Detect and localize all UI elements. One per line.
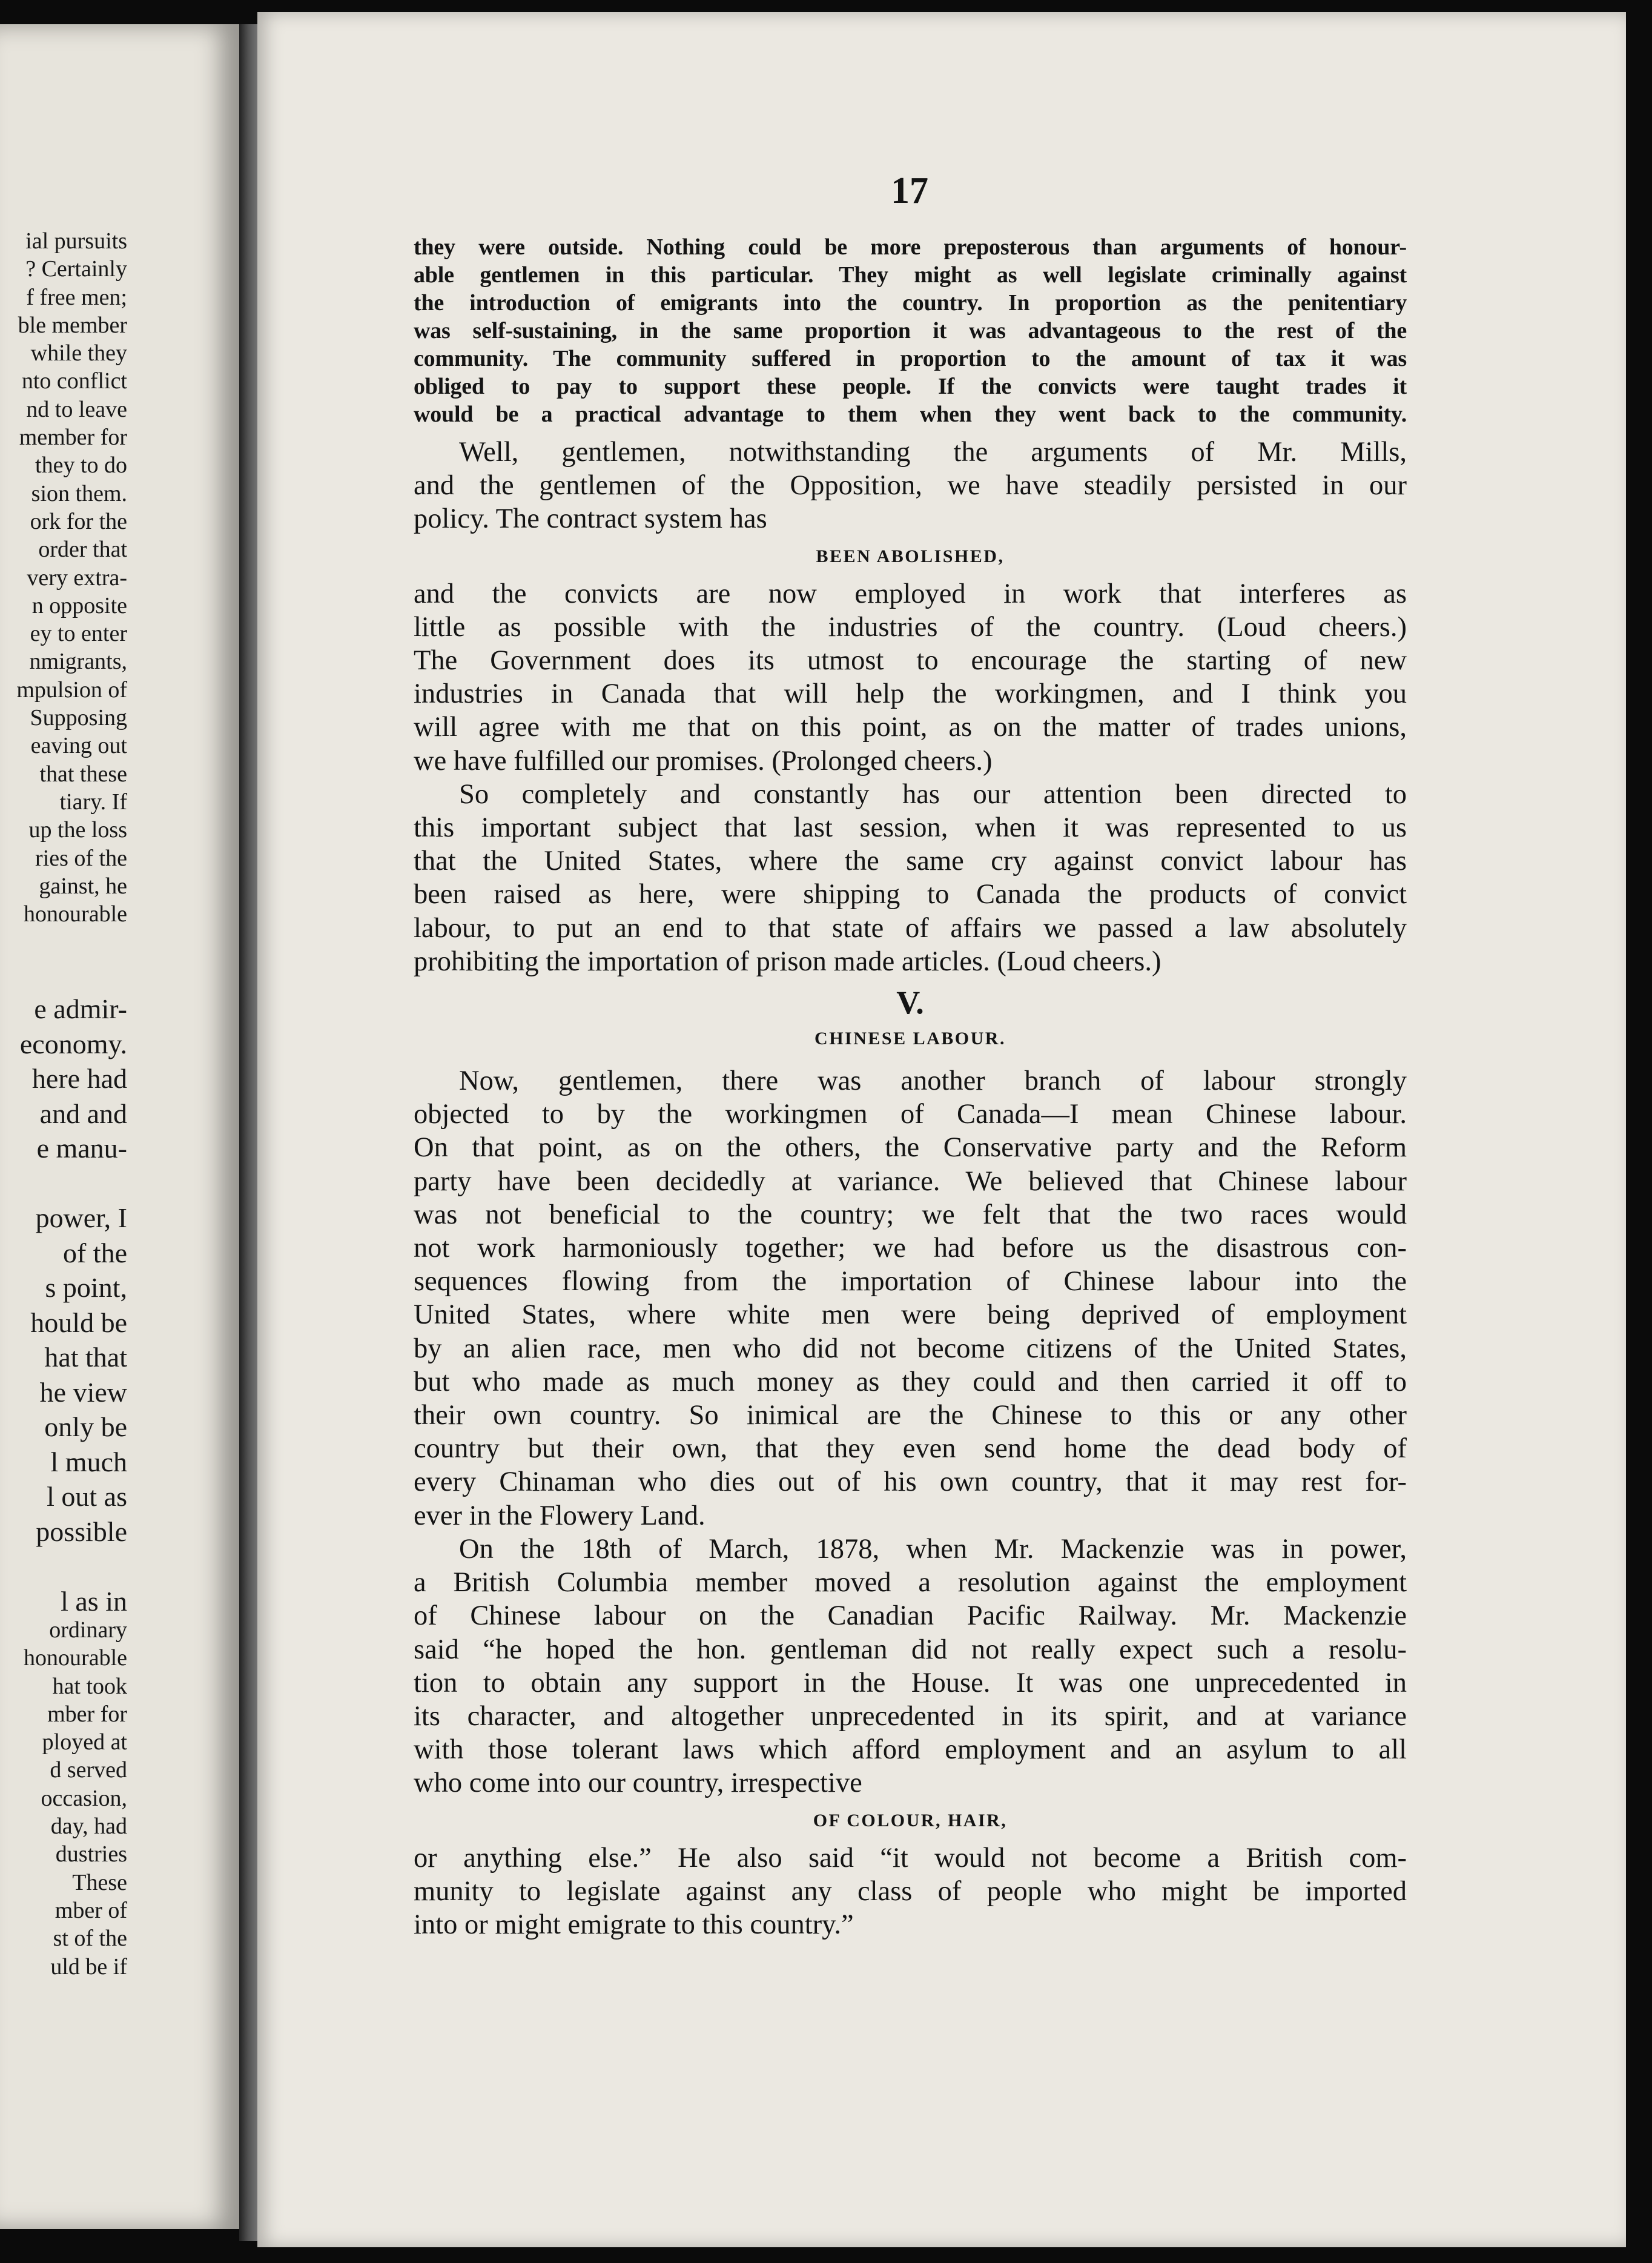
text-line: its character, and altogether unprecedented in its spirit, and at variance [414, 1700, 1407, 1732]
text-line: possible [36, 1516, 127, 1547]
text-line: that the United States, where the same cry against convict labour has [414, 846, 1407, 877]
text-line: party have been decidedly at variance. We believed that Chinese labour [414, 1165, 1407, 1197]
text-line: this important subject that last session, when it was represented to us [414, 812, 1407, 844]
text-line: honourable [24, 1645, 127, 1671]
main-text-column [414, 233, 1407, 1941]
text-line: l out as [47, 1481, 127, 1512]
text-line: hould be [30, 1307, 127, 1338]
text-line: or anything else.” He also said “it would not become a British com- [414, 1842, 1407, 1874]
paragraph-prison-made-articles [414, 778, 1407, 978]
text-line: he view [39, 1376, 127, 1408]
text-line: country but their own, that they even send home the dead body of [414, 1433, 1407, 1465]
text-line: So completely and constantly has our attention been directed to [459, 778, 1407, 810]
paragraph-mackenzie-1878 [414, 1532, 1407, 1800]
left-page-middle-text [20, 992, 127, 1619]
text-line [20, 1549, 127, 1584]
text-line: was not beneficial to the country; we felt that the two races would [414, 1199, 1407, 1230]
section-numeral: V. [896, 984, 924, 1021]
text-line: ployed at [42, 1729, 127, 1755]
text-line: here had [31, 1063, 127, 1094]
text-line: tiary. If [59, 789, 127, 815]
text-line: hat that [44, 1342, 127, 1373]
text-line: able gentlemen in this particular. They might as well legislate criminally against [414, 262, 1407, 288]
text-line: uld be if [50, 1953, 127, 1980]
text-line: ial pursuits [25, 228, 127, 254]
text-line: industries in Canada that will help the workingmen, and I think you [414, 678, 1407, 710]
text-line: labour, to put an end to that state of affairs we passed a law absolutely [414, 912, 1407, 944]
text-line: said “he hoped the hon. gentleman did not really expect such a resolu- [414, 1634, 1407, 1665]
text-line: nmigrants, [29, 649, 127, 675]
text-line: by an alien race, men who did not become citizens of the United States, [414, 1333, 1407, 1364]
text-line: eaving out [30, 733, 127, 759]
text-line: who come into our country, irrespective [414, 1768, 862, 1799]
left-facing-page [0, 24, 239, 2229]
text-line: mber for [47, 1701, 127, 1727]
text-line: they to do [35, 452, 127, 479]
text-line: Now, gentlemen, there was another branch of labour strongly [459, 1065, 1407, 1097]
text-line: they were outside. Nothing could be more preposterous than arguments of honour- [414, 234, 1407, 260]
text-line: n opposite [31, 592, 127, 618]
text-line: tion to obtain any support in the House. It was one unprecedented in [414, 1667, 1407, 1698]
text-line: nto conflict [21, 368, 127, 394]
text-line: United States, where white men were being deprived of employment [414, 1299, 1407, 1331]
text-line [20, 1166, 127, 1201]
text-line: sequences flowing from the importation of Chinese labour into the [414, 1266, 1407, 1297]
text-line: f free men; [26, 284, 127, 310]
text-line: Well, gentlemen, notwithstanding the arguments of Mr. Mills, [459, 437, 1407, 468]
text-line: every Chinaman who dies out of his own country, that it may rest for- [414, 1466, 1407, 1498]
text-line: obliged to pay to support these people. If the convicts were taught trades it [414, 374, 1407, 399]
text-line: little as possible with the industries of the country. (Loud cheers.) [414, 611, 1407, 643]
text-line: gainst, he [39, 873, 127, 899]
text-line: ever in the Flowery Land. [414, 1500, 705, 1531]
subheading-been-abolished: BEEN ABOLISHED, [816, 546, 1005, 566]
text-line: ble member [18, 312, 127, 338]
text-line: member for [19, 425, 127, 451]
text-line: honourable [24, 901, 127, 927]
text-line: into or might emigrate to this country.” [414, 1909, 854, 1940]
text-line: but who made as much money as they could and then carried it off to [414, 1366, 1407, 1397]
text-line: prohibiting the importation of prison made articles. (Loud cheers.) [414, 946, 1161, 977]
text-line: and the gentlemen of the Opposition, we have steadily persisted in our [414, 470, 1407, 502]
text-line: and the convicts are now employed in work that interferes as [414, 578, 1407, 609]
text-line: power, I [35, 1202, 127, 1233]
text-line: not work harmoniously together; we had before us the disastrous con- [414, 1233, 1407, 1264]
page-number: 17 [891, 170, 928, 211]
text-line: order that [38, 537, 127, 563]
text-line: The Government does its utmost to encourage the starting of new [414, 645, 1407, 677]
text-line: d served [50, 1757, 127, 1783]
text-line: occasion, [41, 1785, 127, 1811]
text-line: a British Columbia member moved a resolution against the employment [414, 1567, 1407, 1599]
paragraph-british-community [414, 1841, 1407, 1942]
text-line: sion them. [31, 480, 127, 506]
text-line: These [72, 1869, 127, 1895]
text-line: with those tolerant laws which afford employment and an asylum to all [414, 1734, 1407, 1766]
text-line: mpulsion of [16, 677, 127, 703]
text-line: community. The community suffered in proportion to the amount of tax it was [414, 346, 1407, 371]
left-page-upper-text [16, 227, 127, 928]
text-line: only be [44, 1411, 127, 1442]
paragraph-opposition [414, 436, 1407, 536]
text-line: ork for the [30, 508, 127, 534]
subheading-of-colour-hair: OF COLOUR, HAIR, [813, 1810, 1008, 1831]
text-line: the introduction of emigrants into the country. In proportion as the penitentiary [414, 290, 1407, 316]
text-line: policy. The contract system has [414, 503, 767, 535]
text-line: mber of [55, 1897, 127, 1923]
paragraph-convict-argument [414, 233, 1407, 428]
text-line: Supposing [30, 705, 127, 731]
text-line: st of the [53, 1926, 127, 1952]
text-line: economy. [19, 1028, 127, 1059]
section-title-chinese-labour: CHINESE LABOUR. [814, 1029, 1006, 1049]
text-line: l as in [61, 1585, 127, 1617]
text-line: On that point, as on the others, the Conservative party and the Reform [414, 1132, 1407, 1164]
text-line: ordinary [49, 1617, 127, 1643]
text-line: we have fulfilled our promises. (Prolonged cheers.) [414, 745, 993, 777]
text-line: e manu- [36, 1133, 127, 1164]
text-line: ey to enter [30, 621, 127, 647]
text-line: of the [62, 1237, 127, 1268]
text-line: of Chinese labour on the Canadian Pacific Railway. Mr. Mackenzie [414, 1600, 1407, 1632]
text-line: On the 18th of March, 1878, when Mr. Mackenzie was in power, [459, 1533, 1407, 1565]
left-page-lower-text [24, 1616, 127, 1981]
text-line: nd to leave [26, 396, 127, 422]
text-line: s point, [45, 1272, 127, 1303]
text-line: and and [39, 1098, 127, 1129]
text-line: dustries [55, 1841, 127, 1867]
text-line: ? Certainly [25, 256, 127, 282]
text-line: ries of the [35, 845, 127, 871]
text-line: munity to legislate against any class of people who might be imported [414, 1875, 1407, 1907]
text-line: very extra- [27, 565, 127, 591]
text-line: objected to by the workingmen of Canada—I mean Chinese labour. [414, 1099, 1407, 1130]
text-line: day, had [50, 1814, 127, 1840]
text-line: l much [50, 1446, 127, 1477]
paragraph-chinese-labour [414, 1064, 1407, 1532]
text-line: will agree with me that on this point, as on the matter of trades unions, [414, 712, 1407, 743]
text-line: while they [30, 340, 127, 366]
text-line: that these [39, 761, 127, 787]
text-line: their own country. So inimical are the Chinese to this or any other [414, 1400, 1407, 1431]
paragraph-convicts-employed [414, 577, 1407, 778]
text-line: hat took [52, 1673, 127, 1699]
text-line: been raised as here, were shipping to Canada the products of convict [414, 879, 1407, 910]
text-line: e admir- [34, 993, 127, 1024]
text-line: up the loss [28, 817, 127, 843]
text-line: was self-sustaining, in the same proportion it was advantageous to the rest of the [414, 318, 1407, 343]
text-line: would be a practical advantage to them when they went back to the community. [414, 402, 1407, 427]
